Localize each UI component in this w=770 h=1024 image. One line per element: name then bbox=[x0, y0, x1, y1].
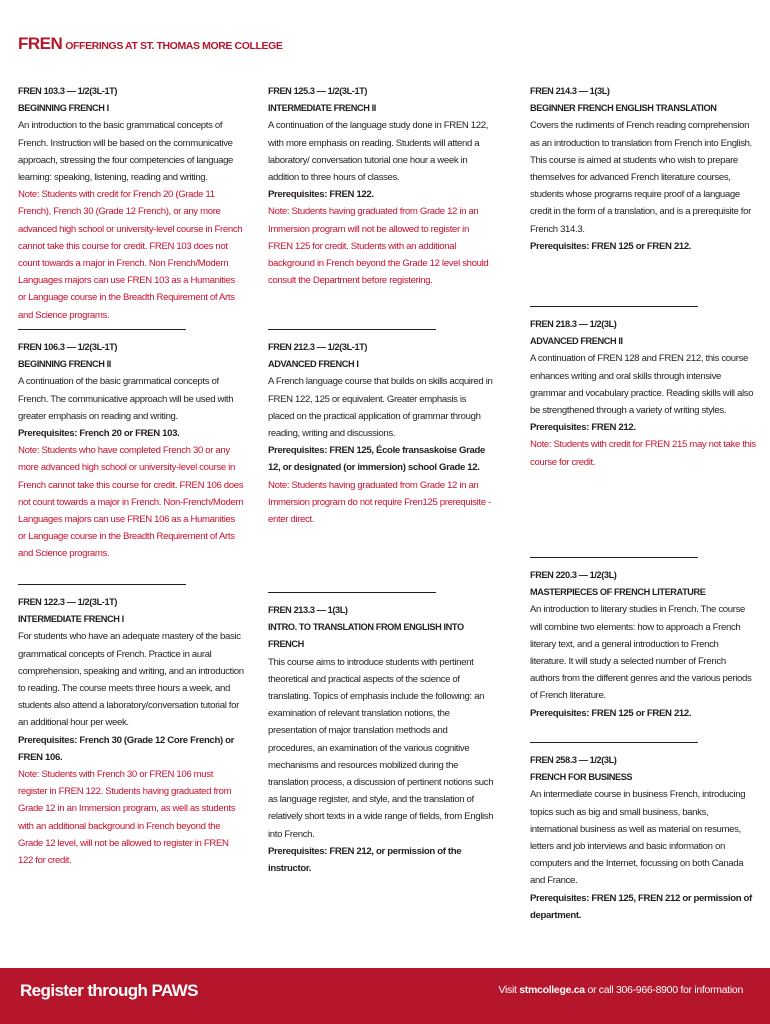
course-description: For students who have an adequate mastery of the basic grammatical concepts of French. Practice in aural comprehension, speaking and writing, and an introduction to reading. The course meets three hours a week, and students also attend a laboratory/conversation tutorial for an additional hour per week. bbox=[18, 631, 244, 729]
visit-suffix: or call 306-966-8900 for information bbox=[584, 984, 743, 996]
divider bbox=[18, 584, 186, 585]
divider bbox=[268, 592, 436, 593]
course-code: FREN 125.3 — 1/2(3L-1T) bbox=[268, 86, 368, 96]
course-description: A continuation of the language study done in FREN 122, with more emphasis on reading. Students will attend a laboratory/ conversation tutorial one hour a week in addition to three hours of classes. bbox=[268, 120, 489, 184]
course-description: An introduction to the basic grammatical concepts of French. Instruction will be based on the communicative approach, stressing the four competencies of language learning: speaking, listening, reading and writing. bbox=[18, 120, 234, 184]
course-title: BEGINNING FRENCH II bbox=[18, 359, 111, 370]
course-prerequisites: Prerequisites: FREN 125, FREN 212 or permission of department. bbox=[530, 892, 752, 921]
course-prerequisites: Prerequisites: FREN 212, or permission of the instructor. bbox=[268, 845, 462, 875]
course-prerequisites: Prerequisites: French 30 (Grade 12 Core French) or FREN 106. bbox=[18, 734, 235, 763]
visit-prefix: Visit bbox=[498, 984, 520, 996]
course-code: FREN 218.3 — 1/2(3L) bbox=[530, 319, 617, 329]
course-fren-122 bbox=[18, 584, 244, 869]
course-code: FREN 214.3 — 1(3L) bbox=[530, 86, 610, 96]
course-fren-218 bbox=[530, 306, 756, 471]
course-description: A French language course that builds on skills acquired in FREN 122, 125 or equivalent. Greater emphasis is placed on the practical application of grammar through reading, writing and discussions. bbox=[268, 376, 493, 440]
divider bbox=[530, 557, 698, 558]
course-title: FRENCH FOR BUSINESS bbox=[530, 772, 633, 783]
course-note: Note: Students with French 30 or FREN 106 must register in FREN 122. Students having graduated from Grade 12 in an Immersion program, as well as students with an additional background in French beyond the Grade 12 level, will not be allowed to register in FREN 122 for credit. bbox=[18, 769, 236, 867]
course-note: Note: Students who have completed French 30 or any more advanced high school or university-level course in French cannot take this course for credit. FREN 106 does not count towards a major in French. Non-French/Modern Languages majors can use FREN 106 as a Humanities or Language course in the Breadth Requirement of Arts and Science programs. bbox=[18, 445, 244, 560]
divider bbox=[268, 329, 436, 330]
course-title: ADVANCED FRENCH I bbox=[268, 359, 359, 370]
course-title: MASTERPIECES OF FRENCH LITERATURE bbox=[530, 587, 706, 598]
course-title: INTERMEDIATE FRENCH II bbox=[268, 103, 376, 114]
course-note: Note: Students having graduated from Grade 12 in an Immersion program will not be allowed to register in FREN 125 for credit. Students with an additional background in French beyond the Grade 12 level should consult the Department before registering. bbox=[268, 206, 489, 287]
course-code: FREN 106.3 — 1/2(3L-1T) bbox=[18, 342, 118, 352]
course-code: FREN 220.3 — 1/2(3L) bbox=[530, 570, 617, 580]
footer-banner bbox=[0, 968, 770, 1024]
course-description: An introduction to literary studies in French. The course will combine two elements: how to approach a French literary text, and a general introduction to French literature. It will study a selected number of French authors from the different genres and the various periods of French literature. bbox=[530, 604, 752, 702]
course-fren-212 bbox=[268, 329, 494, 528]
course-title: BEGINNING FRENCH I bbox=[18, 103, 109, 114]
course-description: A continuation of FREN 128 and FREN 212, this course enhances writing and oral skills through intensive grammar and vocabulary practice. Reading skills will also be strengthened through a variety of writing styles. bbox=[530, 353, 754, 417]
course-prerequisites: Prerequisites: FREN 125, École fransaskoise Grade 12, or designated (or immersion) school Grade 12. bbox=[268, 445, 485, 474]
course-fren-214 bbox=[530, 83, 756, 255]
contact-info bbox=[499, 984, 744, 996]
title-text: OFFERINGS AT ST. THOMAS MORE COLLEGE bbox=[65, 40, 283, 52]
course-description: This course aims to introduce students with pertinent theoretical and practical aspects of the science of translating. Topics of emphasis include the following: an examination of relevant translation notions, the presentation of major translation methods and procedures, an examination of the various cognitive mechanisms and resources mobilized during the translation process, a discussion of pertinent notions such as language register, and style, and the translation of relatively short texts in a wide range of fields, from English into French. bbox=[268, 656, 494, 840]
course-prerequisites: Prerequisites: FREN 125 or FREN 212. bbox=[530, 240, 692, 252]
course-prerequisites: Prerequisites: French 20 or FREN 103. bbox=[18, 428, 180, 440]
course-note: Note: Students with credit for FREN 215 may not take this course for credit. bbox=[530, 439, 756, 468]
course-note: Note: Students with credit for French 20 (Grade 11 French), French 30 (Grade 12 French), or any more advanced high school or university-level course in French cannot take this course for credit. FREN 103 does not count towards a major in French. Non French/Modern Languages majors can use FREN 103 as a Humanities or Language course in the Breadth Requirement of Arts and Science programs. bbox=[18, 189, 243, 321]
course-description: An intermediate course in business French, introducing topics such as big and small business, banks, international business as well as material on resumes, letters and job interviews and basic information on computers and the Internet, focussing on both Canada and France. bbox=[530, 789, 746, 887]
course-prerequisites: Prerequisites: FREN 122. bbox=[268, 189, 374, 201]
course-fren-213 bbox=[268, 592, 494, 877]
course-prerequisites: Prerequisites: FREN 212. bbox=[530, 422, 636, 434]
course-code: FREN 258.3 — 1/2(3L) bbox=[530, 755, 617, 765]
course-title: BEGINNER FRENCH ENGLISH TRANSLATION bbox=[530, 103, 717, 114]
divider bbox=[530, 306, 698, 307]
course-fren-220 bbox=[530, 557, 756, 722]
course-code: FREN 213.3 — 1(3L) bbox=[268, 605, 348, 615]
course-title: INTRO. TO TRANSLATION FROM ENGLISH INTO FRENCH bbox=[268, 622, 464, 650]
course-fren-258 bbox=[530, 742, 756, 924]
course-fren-106 bbox=[18, 329, 244, 563]
course-title: ADVANCED FRENCH II bbox=[530, 336, 623, 347]
register-link[interactable]: Register through PAWS bbox=[20, 981, 198, 1000]
course-title: INTERMEDIATE FRENCH I bbox=[18, 614, 124, 625]
course-description: A continuation of the basic grammatical concepts of French. The communicative approach will be used with greater emphasis on reading and writing. bbox=[18, 376, 234, 422]
course-fren-103 bbox=[18, 83, 244, 324]
course-description: Covers the rudiments of French reading comprehension as an introduction to translation from French into English. This course is aimed at students who wish to prepare themselves for advanced French literature courses, students whose programs require proof of a language credit in the form of a translation, and is a prerequisite for French 314.3. bbox=[530, 120, 752, 235]
course-note: Note: Students having graduated from Grade 12 in an Immersion program do not require Fren125 prerequisite - enter direct. bbox=[268, 479, 491, 526]
course-code: FREN 122.3 — 1/2(3L-1T) bbox=[18, 597, 118, 607]
website-link[interactable]: stmcollege.ca bbox=[519, 984, 585, 996]
course-code: FREN 212.3 — 1/2(3L-1T) bbox=[268, 342, 368, 352]
divider bbox=[18, 329, 186, 330]
title-prefix: FREN bbox=[18, 34, 63, 53]
course-prerequisites: Prerequisites: FREN 125 or FREN 212. bbox=[530, 707, 692, 719]
course-fren-125 bbox=[268, 83, 494, 289]
divider bbox=[530, 742, 698, 743]
course-code: FREN 103.3 — 1/2(3L-1T) bbox=[18, 86, 118, 96]
page-title bbox=[18, 34, 282, 54]
